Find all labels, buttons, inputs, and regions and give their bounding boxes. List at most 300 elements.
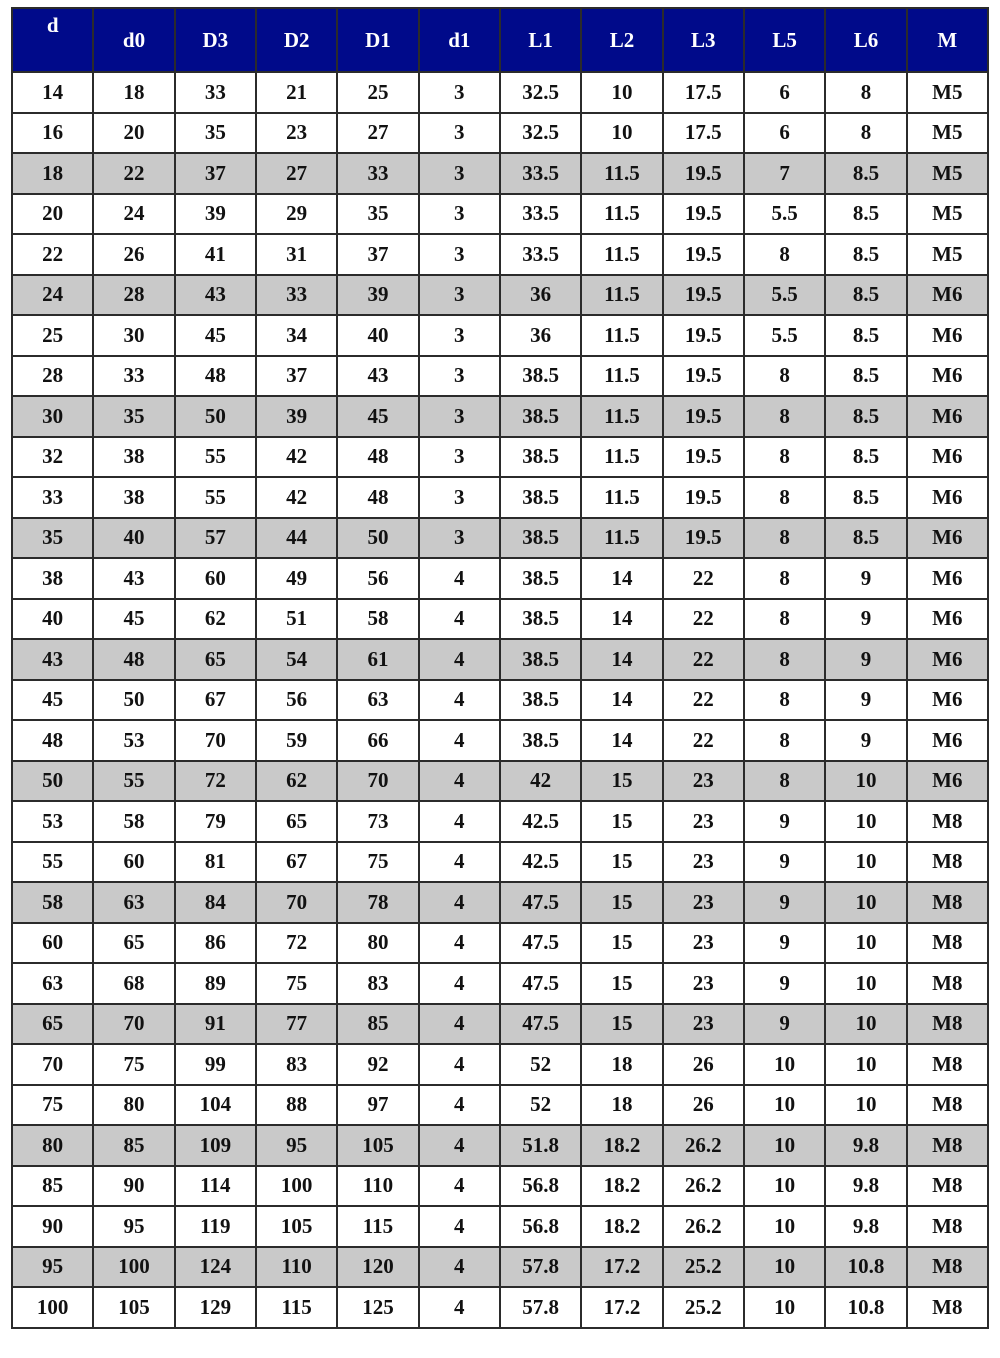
cell-d3: 114 — [175, 1166, 256, 1207]
cell-l5: 8 — [744, 477, 825, 518]
table-header-row — [12, 8, 988, 72]
cell-d: 85 — [12, 1166, 93, 1207]
table-row — [12, 234, 988, 275]
cell-l2: 10 — [581, 113, 662, 154]
cell-d2: 62 — [256, 761, 337, 802]
cell-m: M5 — [907, 113, 988, 154]
table-row — [12, 599, 988, 640]
column-header-d1: D1 — [337, 8, 418, 72]
table-row — [12, 1125, 988, 1166]
cell-d1: 120 — [337, 1247, 418, 1288]
cell-l6: 10 — [825, 842, 906, 883]
cell-d0: 22 — [93, 153, 174, 194]
cell-l5: 8 — [744, 356, 825, 397]
cell-d0: 65 — [93, 923, 174, 964]
table-row — [12, 72, 988, 113]
cell-l5: 8 — [744, 396, 825, 437]
cell-d0: 40 — [93, 518, 174, 559]
cell-d1: 3 — [419, 275, 500, 316]
cell-l1: 38.5 — [500, 720, 581, 761]
cell-d1: 85 — [337, 1004, 418, 1045]
cell-l3: 19.5 — [663, 234, 744, 275]
cell-m: M5 — [907, 194, 988, 235]
cell-l2: 15 — [581, 801, 662, 842]
cell-d1: 4 — [419, 1085, 500, 1126]
cell-l1: 42 — [500, 761, 581, 802]
table-row — [12, 153, 988, 194]
cell-d1: 27 — [337, 113, 418, 154]
cell-d1: 97 — [337, 1085, 418, 1126]
cell-l6: 8.5 — [825, 396, 906, 437]
column-header-l6: L6 — [825, 8, 906, 72]
cell-d0: 63 — [93, 882, 174, 923]
cell-m: M5 — [907, 234, 988, 275]
cell-l6: 9 — [825, 599, 906, 640]
cell-d1: 92 — [337, 1044, 418, 1085]
cell-d3: 39 — [175, 194, 256, 235]
cell-l2: 11.5 — [581, 234, 662, 275]
cell-l3: 19.5 — [663, 437, 744, 478]
cell-d1: 3 — [419, 113, 500, 154]
cell-d1: 73 — [337, 801, 418, 842]
cell-d2: 67 — [256, 842, 337, 883]
cell-l3: 19.5 — [663, 477, 744, 518]
cell-l1: 36 — [500, 275, 581, 316]
cell-m: M6 — [907, 761, 988, 802]
cell-l6: 8.5 — [825, 194, 906, 235]
cell-m: M8 — [907, 1287, 988, 1328]
cell-d2: 88 — [256, 1085, 337, 1126]
cell-d2: 31 — [256, 234, 337, 275]
table-row — [12, 396, 988, 437]
cell-d2: 59 — [256, 720, 337, 761]
cell-d1: 115 — [337, 1206, 418, 1247]
cell-d2: 110 — [256, 1247, 337, 1288]
cell-l6: 10 — [825, 1085, 906, 1126]
cell-l3: 22 — [663, 639, 744, 680]
cell-l6: 8.5 — [825, 275, 906, 316]
cell-d: 28 — [12, 356, 93, 397]
cell-l2: 18.2 — [581, 1125, 662, 1166]
cell-d: 24 — [12, 275, 93, 316]
table-row — [12, 315, 988, 356]
cell-d1: 4 — [419, 720, 500, 761]
cell-d1: 3 — [419, 194, 500, 235]
table-row — [12, 639, 988, 680]
cell-l1: 38.5 — [500, 558, 581, 599]
cell-l6: 10.8 — [825, 1247, 906, 1288]
cell-l3: 19.5 — [663, 396, 744, 437]
cell-d: 63 — [12, 963, 93, 1004]
cell-d0: 55 — [93, 761, 174, 802]
cell-l1: 47.5 — [500, 963, 581, 1004]
cell-l6: 10 — [825, 1004, 906, 1045]
cell-d: 30 — [12, 396, 93, 437]
cell-d3: 37 — [175, 153, 256, 194]
cell-l3: 23 — [663, 761, 744, 802]
cell-d1: 25 — [337, 72, 418, 113]
cell-d0: 24 — [93, 194, 174, 235]
cell-d1: 40 — [337, 315, 418, 356]
cell-d1: 105 — [337, 1125, 418, 1166]
cell-l2: 11.5 — [581, 153, 662, 194]
cell-l5: 5.5 — [744, 275, 825, 316]
cell-l1: 51.8 — [500, 1125, 581, 1166]
cell-d1: 35 — [337, 194, 418, 235]
cell-d1: 4 — [419, 842, 500, 883]
cell-d1: 3 — [419, 153, 500, 194]
cell-l1: 38.5 — [500, 680, 581, 721]
cell-l5: 9 — [744, 923, 825, 964]
cell-l6: 9.8 — [825, 1125, 906, 1166]
cell-d1: 4 — [419, 680, 500, 721]
table-row — [12, 558, 988, 599]
cell-l3: 19.5 — [663, 275, 744, 316]
cell-l2: 11.5 — [581, 194, 662, 235]
cell-m: M8 — [907, 882, 988, 923]
cell-l2: 11.5 — [581, 477, 662, 518]
column-header-d: d — [12, 8, 93, 72]
cell-d3: 41 — [175, 234, 256, 275]
cell-l3: 17.5 — [663, 72, 744, 113]
cell-d0: 58 — [93, 801, 174, 842]
cell-d0: 50 — [93, 680, 174, 721]
cell-m: M8 — [907, 801, 988, 842]
cell-d1: 37 — [337, 234, 418, 275]
cell-d1: 48 — [337, 477, 418, 518]
cell-l5: 10 — [744, 1044, 825, 1085]
cell-l2: 15 — [581, 882, 662, 923]
cell-l3: 23 — [663, 801, 744, 842]
cell-d1: 3 — [419, 477, 500, 518]
cell-d: 55 — [12, 842, 93, 883]
cell-l5: 5.5 — [744, 194, 825, 235]
cell-d0: 60 — [93, 842, 174, 883]
cell-l2: 18.2 — [581, 1206, 662, 1247]
cell-l3: 25.2 — [663, 1247, 744, 1288]
cell-d: 43 — [12, 639, 93, 680]
cell-m: M6 — [907, 599, 988, 640]
table-row — [12, 1247, 988, 1288]
cell-l6: 8.5 — [825, 234, 906, 275]
cell-d: 95 — [12, 1247, 93, 1288]
cell-l2: 15 — [581, 842, 662, 883]
column-header-l2: L2 — [581, 8, 662, 72]
cell-l2: 15 — [581, 761, 662, 802]
cell-d3: 70 — [175, 720, 256, 761]
table-row — [12, 275, 988, 316]
cell-d: 14 — [12, 72, 93, 113]
cell-l5: 9 — [744, 882, 825, 923]
cell-l5: 8 — [744, 518, 825, 559]
cell-d1: 4 — [419, 882, 500, 923]
cell-l5: 8 — [744, 558, 825, 599]
cell-d1: 33 — [337, 153, 418, 194]
cell-d1: 43 — [337, 356, 418, 397]
table-row — [12, 1085, 988, 1126]
cell-d3: 79 — [175, 801, 256, 842]
cell-d0: 70 — [93, 1004, 174, 1045]
table-row — [12, 518, 988, 559]
cell-l3: 22 — [663, 599, 744, 640]
cell-l1: 38.5 — [500, 356, 581, 397]
cell-m: M6 — [907, 720, 988, 761]
cell-m: M6 — [907, 437, 988, 478]
cell-l2: 11.5 — [581, 518, 662, 559]
cell-l1: 33.5 — [500, 153, 581, 194]
cell-d2: 72 — [256, 923, 337, 964]
cell-d2: 44 — [256, 518, 337, 559]
cell-d0: 38 — [93, 477, 174, 518]
cell-d3: 91 — [175, 1004, 256, 1045]
cell-d3: 33 — [175, 72, 256, 113]
cell-d: 90 — [12, 1206, 93, 1247]
cell-l5: 6 — [744, 72, 825, 113]
cell-l6: 8.5 — [825, 153, 906, 194]
cell-d0: 75 — [93, 1044, 174, 1085]
cell-l5: 10 — [744, 1085, 825, 1126]
table-row — [12, 963, 988, 1004]
cell-l2: 14 — [581, 599, 662, 640]
cell-d1: 83 — [337, 963, 418, 1004]
cell-l1: 56.8 — [500, 1206, 581, 1247]
cell-d: 45 — [12, 680, 93, 721]
table-row — [12, 882, 988, 923]
cell-d2: 39 — [256, 396, 337, 437]
cell-d1: 4 — [419, 599, 500, 640]
cell-d3: 86 — [175, 923, 256, 964]
cell-l5: 6 — [744, 113, 825, 154]
cell-l5: 10 — [744, 1166, 825, 1207]
cell-l6: 10 — [825, 963, 906, 1004]
cell-l6: 10 — [825, 882, 906, 923]
cell-d1: 4 — [419, 1247, 500, 1288]
cell-l1: 36 — [500, 315, 581, 356]
cell-d1: 4 — [419, 1044, 500, 1085]
cell-l5: 10 — [744, 1206, 825, 1247]
table-row — [12, 1287, 988, 1328]
cell-l5: 10 — [744, 1247, 825, 1288]
cell-l2: 15 — [581, 963, 662, 1004]
cell-d2: 49 — [256, 558, 337, 599]
cell-d1: 63 — [337, 680, 418, 721]
column-header-l5: L5 — [744, 8, 825, 72]
cell-d1: 4 — [419, 639, 500, 680]
cell-d: 40 — [12, 599, 93, 640]
cell-l1: 47.5 — [500, 882, 581, 923]
cell-d: 25 — [12, 315, 93, 356]
table-row — [12, 1166, 988, 1207]
cell-m: M5 — [907, 153, 988, 194]
cell-d1: 75 — [337, 842, 418, 883]
cell-m: M8 — [907, 1166, 988, 1207]
cell-l3: 19.5 — [663, 518, 744, 559]
cell-d0: 95 — [93, 1206, 174, 1247]
cell-d3: 119 — [175, 1206, 256, 1247]
cell-l2: 15 — [581, 1004, 662, 1045]
cell-d: 18 — [12, 153, 93, 194]
cell-d1: 4 — [419, 963, 500, 1004]
cell-d3: 50 — [175, 396, 256, 437]
cell-d0: 53 — [93, 720, 174, 761]
cell-l6: 9 — [825, 558, 906, 599]
cell-l1: 42.5 — [500, 842, 581, 883]
table-row — [12, 801, 988, 842]
cell-d: 60 — [12, 923, 93, 964]
cell-l6: 9 — [825, 680, 906, 721]
cell-d0: 33 — [93, 356, 174, 397]
cell-d0: 38 — [93, 437, 174, 478]
cell-d3: 124 — [175, 1247, 256, 1288]
cell-d2: 29 — [256, 194, 337, 235]
cell-l3: 23 — [663, 963, 744, 1004]
cell-d: 22 — [12, 234, 93, 275]
cell-l6: 9.8 — [825, 1206, 906, 1247]
cell-m: M6 — [907, 477, 988, 518]
cell-l1: 38.5 — [500, 396, 581, 437]
cell-l1: 33.5 — [500, 194, 581, 235]
cell-l2: 14 — [581, 639, 662, 680]
cell-l3: 23 — [663, 842, 744, 883]
cell-d1: 4 — [419, 761, 500, 802]
cell-l5: 9 — [744, 963, 825, 1004]
cell-l1: 38.5 — [500, 477, 581, 518]
cell-l6: 9 — [825, 639, 906, 680]
cell-d: 70 — [12, 1044, 93, 1085]
cell-d3: 84 — [175, 882, 256, 923]
table-row — [12, 1206, 988, 1247]
cell-l2: 14 — [581, 680, 662, 721]
cell-l1: 57.8 — [500, 1247, 581, 1288]
cell-d0: 68 — [93, 963, 174, 1004]
cell-l5: 8 — [744, 599, 825, 640]
cell-d1: 4 — [419, 801, 500, 842]
cell-l2: 14 — [581, 720, 662, 761]
cell-l3: 22 — [663, 720, 744, 761]
cell-d2: 54 — [256, 639, 337, 680]
cell-m: M8 — [907, 1004, 988, 1045]
table-row — [12, 923, 988, 964]
table-row — [12, 842, 988, 883]
cell-l1: 47.5 — [500, 1004, 581, 1045]
cell-l5: 8 — [744, 761, 825, 802]
cell-m: M8 — [907, 1085, 988, 1126]
cell-d0: 20 — [93, 113, 174, 154]
cell-d3: 104 — [175, 1085, 256, 1126]
cell-m: M8 — [907, 1125, 988, 1166]
cell-m: M8 — [907, 963, 988, 1004]
cell-l3: 25.2 — [663, 1287, 744, 1328]
cell-m: M8 — [907, 842, 988, 883]
cell-l3: 26 — [663, 1044, 744, 1085]
cell-d0: 85 — [93, 1125, 174, 1166]
cell-m: M6 — [907, 356, 988, 397]
cell-d: 75 — [12, 1085, 93, 1126]
cell-l5: 10 — [744, 1287, 825, 1328]
cell-d2: 27 — [256, 153, 337, 194]
cell-l5: 8 — [744, 680, 825, 721]
column-header-l1: L1 — [500, 8, 581, 72]
cell-d1: 3 — [419, 518, 500, 559]
cell-m: M6 — [907, 558, 988, 599]
table-row — [12, 194, 988, 235]
cell-d2: 83 — [256, 1044, 337, 1085]
column-header-d1: d1 — [419, 8, 500, 72]
cell-d: 20 — [12, 194, 93, 235]
cell-l5: 8 — [744, 720, 825, 761]
cell-l3: 22 — [663, 680, 744, 721]
cell-d0: 100 — [93, 1247, 174, 1288]
cell-m: M6 — [907, 639, 988, 680]
cell-m: M5 — [907, 72, 988, 113]
cell-d3: 35 — [175, 113, 256, 154]
cell-d0: 18 — [93, 72, 174, 113]
cell-l1: 32.5 — [500, 113, 581, 154]
cell-d: 58 — [12, 882, 93, 923]
cell-d1: 4 — [419, 1166, 500, 1207]
cell-d0: 26 — [93, 234, 174, 275]
table-row — [12, 680, 988, 721]
cell-d1: 45 — [337, 396, 418, 437]
cell-l2: 11.5 — [581, 275, 662, 316]
cell-l3: 19.5 — [663, 315, 744, 356]
cell-d: 38 — [12, 558, 93, 599]
cell-l3: 22 — [663, 558, 744, 599]
cell-d: 53 — [12, 801, 93, 842]
cell-l6: 8 — [825, 72, 906, 113]
cell-d3: 43 — [175, 275, 256, 316]
cell-l1: 52 — [500, 1085, 581, 1126]
cell-m: M8 — [907, 1247, 988, 1288]
column-header-d0: d0 — [93, 8, 174, 72]
table-row — [12, 1044, 988, 1085]
cell-d3: 60 — [175, 558, 256, 599]
cell-l3: 26.2 — [663, 1166, 744, 1207]
cell-l2: 17.2 — [581, 1287, 662, 1328]
cell-d3: 62 — [175, 599, 256, 640]
cell-d2: 105 — [256, 1206, 337, 1247]
cell-d2: 42 — [256, 437, 337, 478]
cell-l2: 14 — [581, 558, 662, 599]
cell-d1: 4 — [419, 1206, 500, 1247]
cell-d: 48 — [12, 720, 93, 761]
cell-d1: 4 — [419, 923, 500, 964]
cell-l1: 38.5 — [500, 437, 581, 478]
cell-l6: 10 — [825, 923, 906, 964]
cell-l1: 42.5 — [500, 801, 581, 842]
cell-d2: 65 — [256, 801, 337, 842]
cell-l1: 33.5 — [500, 234, 581, 275]
cell-l2: 18 — [581, 1085, 662, 1126]
cell-d1: 3 — [419, 72, 500, 113]
cell-m: M6 — [907, 315, 988, 356]
table-row — [12, 437, 988, 478]
cell-d1: 3 — [419, 396, 500, 437]
cell-m: M6 — [907, 680, 988, 721]
table-row — [12, 356, 988, 397]
cell-l5: 5.5 — [744, 315, 825, 356]
cell-d1: 4 — [419, 558, 500, 599]
cell-d: 80 — [12, 1125, 93, 1166]
cell-m: M6 — [907, 518, 988, 559]
cell-l6: 8.5 — [825, 437, 906, 478]
cell-d0: 43 — [93, 558, 174, 599]
cell-l2: 10 — [581, 72, 662, 113]
cell-l6: 9.8 — [825, 1166, 906, 1207]
cell-l2: 11.5 — [581, 356, 662, 397]
cell-d: 65 — [12, 1004, 93, 1045]
cell-d1: 39 — [337, 275, 418, 316]
